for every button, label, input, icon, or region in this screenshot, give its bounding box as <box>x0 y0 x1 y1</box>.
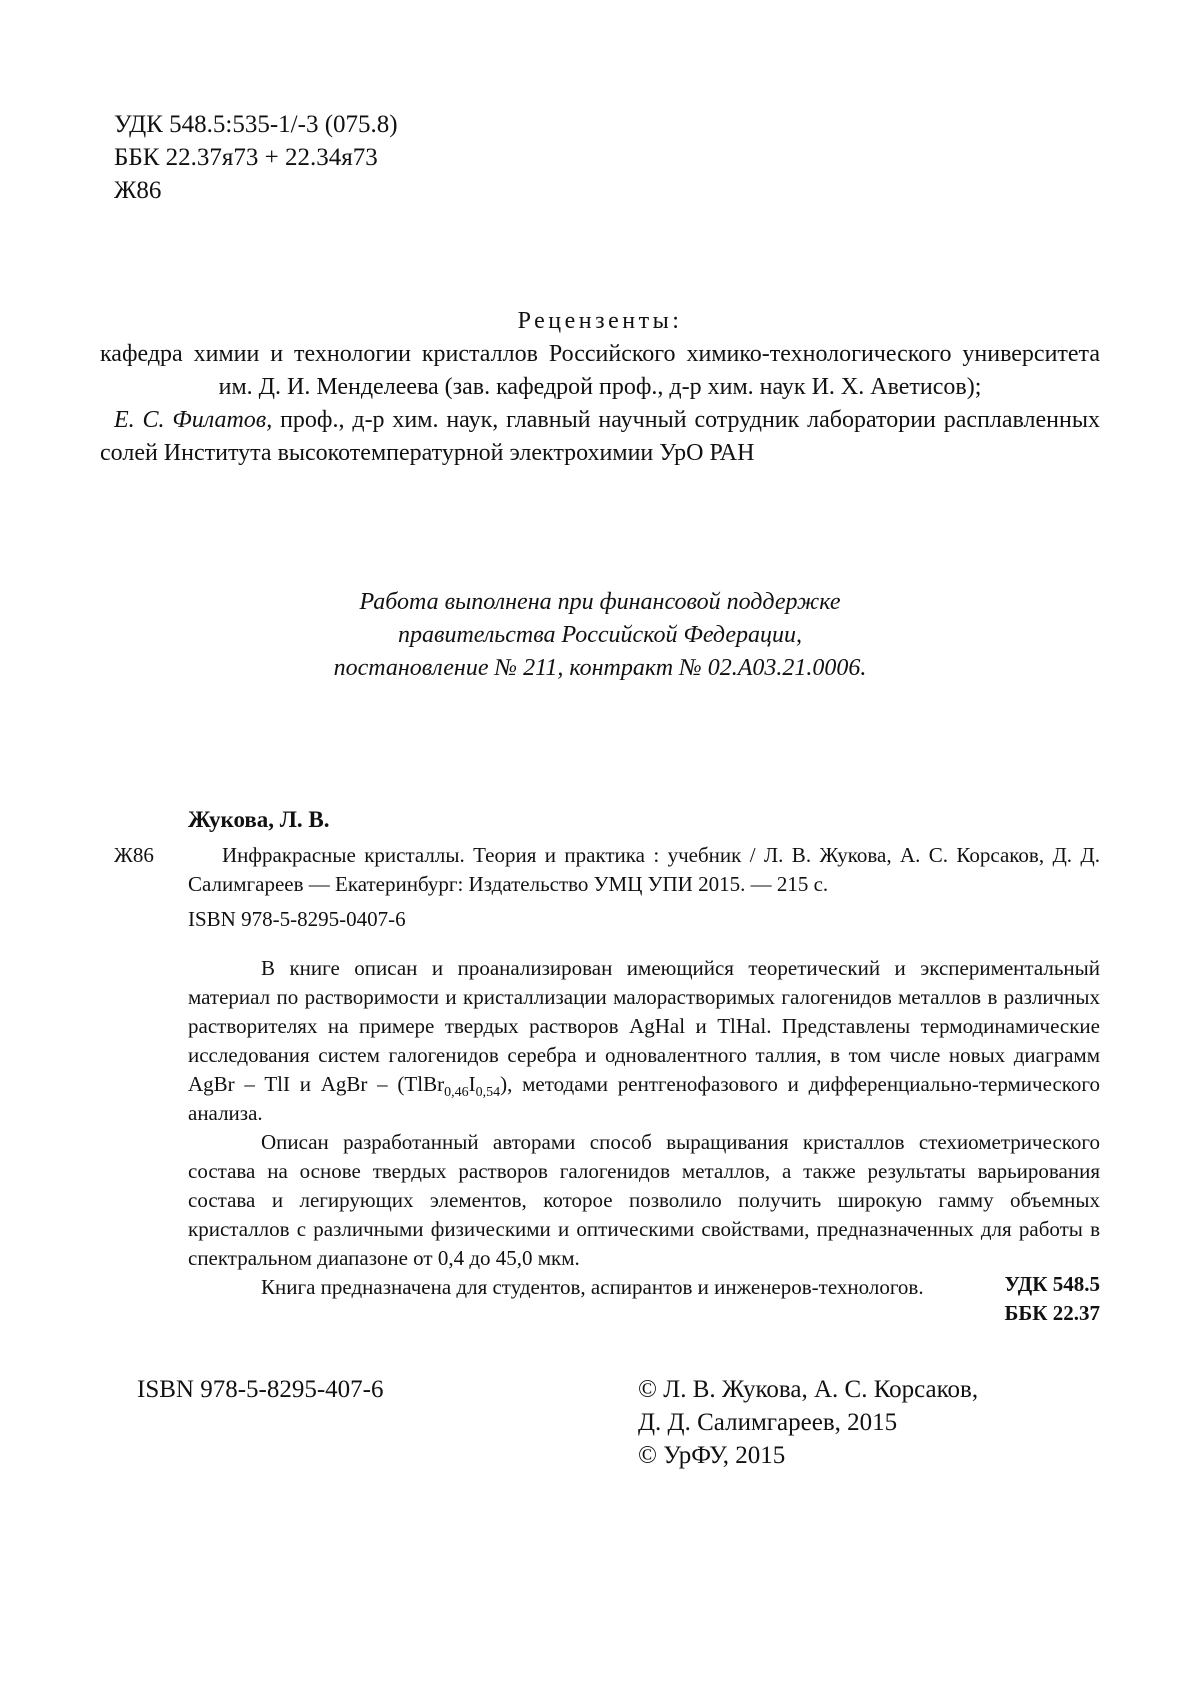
entry-author: Жукова, Л. В. <box>188 807 330 832</box>
funding-line-1: Работа выполнена при финансовой поддержке <box>359 589 841 615</box>
footer-isbn: ISBN 978-5-8295-407-6 <box>137 1376 384 1403</box>
author-mark: Ж86 <box>114 177 162 204</box>
copyright-line-1: © Л. В. Жукова, А. С. Корсаков, <box>638 1376 979 1403</box>
udk-short: УДК 548.5 <box>1004 1272 1100 1296</box>
bbk-code: ББК 22.37я73 + 22.34я73 <box>114 144 378 171</box>
reviewers-heading: Рецензенты: <box>517 308 683 334</box>
subscript-2: 0,54 <box>475 1085 501 1101</box>
subscript-1: 0,46 <box>444 1085 469 1101</box>
reviewers-block <box>100 305 1100 470</box>
copyright-block <box>638 1373 978 1472</box>
copyright-line-2: Д. Д. Салимгареев, 2015 <box>638 1409 898 1436</box>
abstract-p1-tail: ), методами рентгенофазового и дифференциально-термического анализа. <box>188 1072 1100 1125</box>
short-codes <box>1005 1270 1101 1328</box>
bibliographic-description: Инфракрасные кристаллы. Теория и практика : учебник / Л. В. Жукова, А. С. Корсаков, Д. Д. Салимгареев — Екатеринбург: Издательство УМЦ УПИ 2015. — 215 с. <box>188 843 1100 896</box>
abstract-paragraph-3: Книга предназначена для студентов, аспирантов и инженеров-технологов. <box>261 1275 924 1299</box>
abstract <box>188 954 1100 1302</box>
copyright-line-3: © УрФУ, 2015 <box>638 1442 786 1469</box>
entry-code: Ж86 <box>114 843 154 867</box>
funding-line-3: постановление № 211, контракт № 02.А03.21.0006. <box>333 655 867 681</box>
udk-code: УДК 548.5:535-1/-3 (075.8) <box>114 111 398 138</box>
reviewer-2 <box>100 404 1100 470</box>
reviewer-2-name: Е. С. Филатов, <box>114 407 273 433</box>
abstract-p1-text: В книге описан и проанализирован имеющийся теоретический и экспериментальный материал по растворимости и кристаллизации малорастворимых галогенидов металлов в различных растворителях на примере твердых растворов AgHal и TlHal. Представлены термодинамические исследования систем галогенидов серебра и одновалентного таллия, в том числе новых диаграмм AgBr – TlI и AgBr – (TlBr <box>188 956 1100 1096</box>
bbk-short: ББК 22.37 <box>1004 1301 1100 1325</box>
abstract-p1-element: I <box>468 1072 476 1096</box>
classification-codes <box>114 108 398 207</box>
reviewer-2-text: проф., д-р хим. наук, главный научный сотрудник лаборатории расплавленных солей Института высокотемпературной электрохимии УрО РАН <box>100 407 1100 466</box>
abstract-paragraph-2: Описан разработанный авторами способ выращивания кристаллов стехиометрического состава на основе твердых растворов галогенидов металлов, а также результаты варьирования состава и легирующих элементов, которое позволило получить широкую гамму объемных кристаллов с различными физическими и оптическими свойствами, предназначенных для работы в спектральном диапазоне от 0,4 до 45,0 мкм. <box>188 1130 1100 1270</box>
funding-note <box>0 586 1200 685</box>
abstract-paragraph-1 <box>188 954 1100 1128</box>
entry-isbn: ISBN 978-5-8295-0407-6 <box>188 907 406 931</box>
reviewer-1: кафедра химии и технологии кристаллов Российского химико-технологического университета им. Д. И. Менделеева (зав. кафедрой проф., д-р хим. наук И. Х. Аветисов); <box>100 341 1100 400</box>
funding-line-2: правительства Российской Федерации, <box>398 622 802 648</box>
